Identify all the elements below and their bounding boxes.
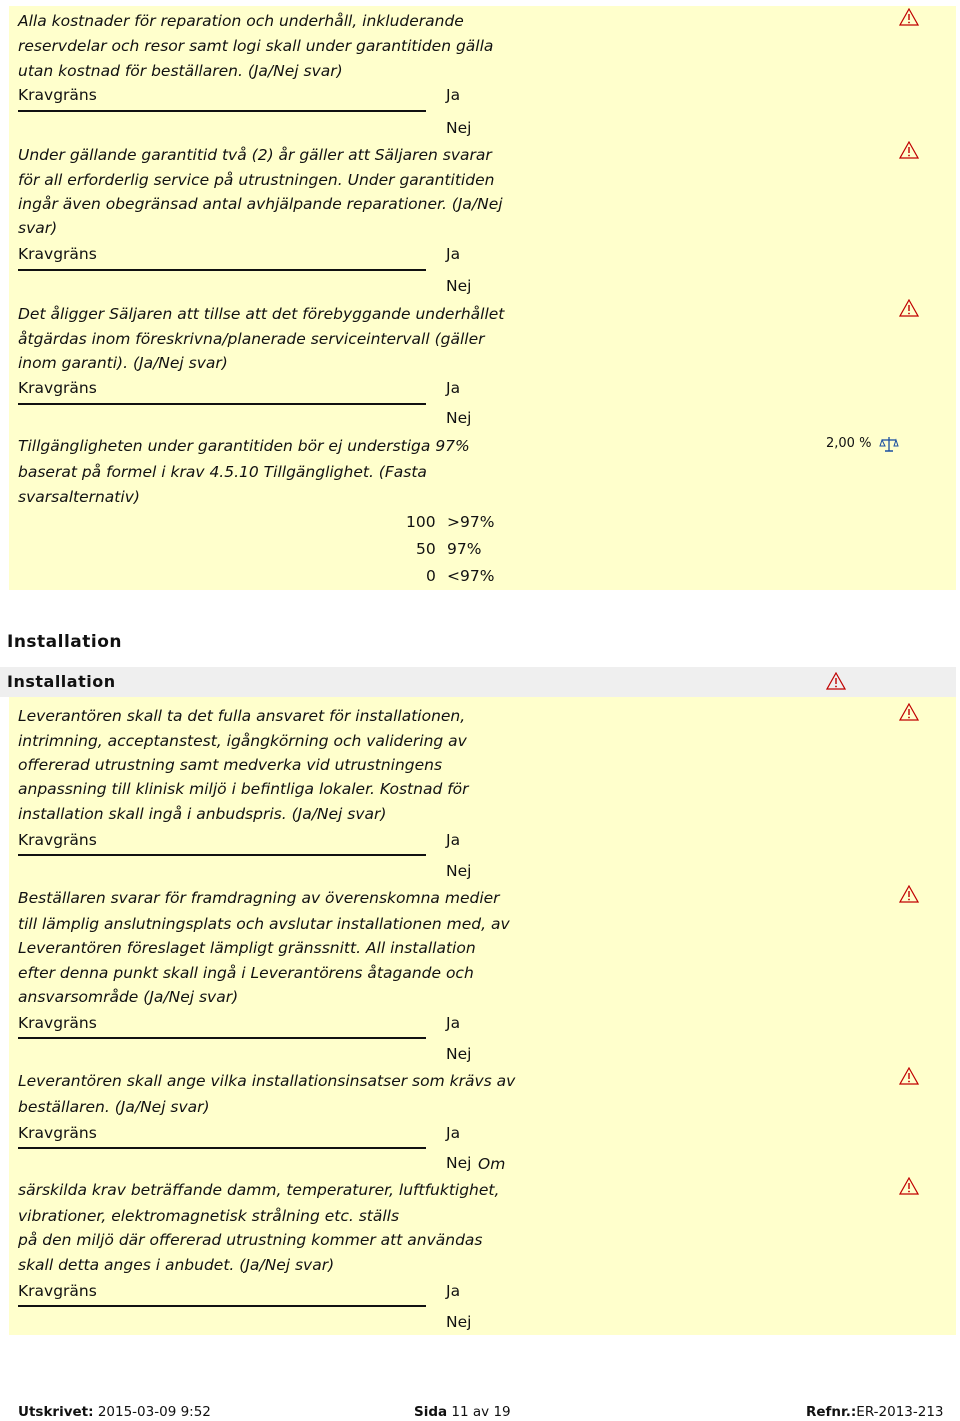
kravgrans-label: Kravgräns	[18, 1014, 97, 1032]
requirement-text: utan kostnad för beställaren. (Ja/Nej svar)	[18, 62, 343, 80]
requirement-text: anpassning till klinisk miljö i befintliga lokaler. Kostnad för	[18, 780, 469, 798]
answer-ja[interactable]: Ja	[446, 245, 461, 263]
answer-ja[interactable]: Ja	[446, 1124, 461, 1142]
divider	[18, 1037, 426, 1039]
footer-ref	[806, 1404, 944, 1420]
requirement-text: Det åligger Säljaren att tillse att det förebyggande underhållet	[18, 305, 505, 323]
requirement-text: beställaren. (Ja/Nej svar)	[18, 1098, 210, 1116]
weight-score: 2,00 %	[826, 436, 872, 451]
footer-ref-value: ER-2013-213	[856, 1404, 944, 1420]
footer-page-label: Sida	[414, 1404, 448, 1420]
answer-nej[interactable]: Nej	[446, 119, 472, 137]
requirement-text: inom garanti). (Ja/Nej svar)	[18, 354, 228, 372]
option-label[interactable]: 97%	[447, 540, 482, 558]
requirements-block-warranty	[9, 6, 956, 590]
requirement-text: vibrationer, elektromagnetisk strålning etc. ställs	[18, 1207, 400, 1225]
section-title: Installation	[7, 632, 123, 652]
answer-ja[interactable]: Ja	[446, 86, 461, 104]
option-points: 0	[426, 567, 436, 585]
requirement-text: ansvarsområde (Ja/Nej svar)	[18, 988, 239, 1006]
warning-icon	[899, 1067, 919, 1085]
footer-page	[414, 1404, 511, 1420]
requirement-text: intrimning, acceptanstest, igångkörning och validering av	[18, 732, 467, 750]
kravgrans-label: Kravgräns	[18, 831, 97, 849]
requirement-text: offererad utrustning samt medverka vid utrustningens	[18, 756, 443, 774]
requirement-text: Om	[478, 1155, 506, 1173]
answer-ja[interactable]: Ja	[446, 1282, 461, 1300]
warning-icon	[899, 1177, 919, 1195]
divider	[18, 403, 426, 405]
kravgrans-label: Kravgräns	[18, 86, 97, 104]
requirement-text: till lämplig anslutningsplats och avslutar installationen med, av	[18, 915, 510, 933]
footer-printed-value: 2015-03-09 9:52	[97, 1404, 211, 1420]
answer-nej[interactable]: Nej	[446, 862, 472, 880]
section-subheader	[0, 667, 956, 697]
kravgrans-label: Kravgräns	[18, 379, 97, 397]
requirement-text: åtgärdas inom föreskrivna/planerade serviceintervall (gäller	[18, 330, 485, 348]
divider	[18, 110, 426, 112]
requirement-text: Alla kostnader för reparation och underhåll, inkluderande	[18, 12, 464, 30]
divider	[18, 269, 426, 271]
option-points: 100	[406, 513, 436, 531]
footer-ref-label: Refnr.:	[806, 1404, 857, 1420]
option-label[interactable]: >97%	[447, 513, 495, 531]
answer-ja[interactable]: Ja	[446, 379, 461, 397]
kravgrans-label: Kravgräns	[18, 1282, 97, 1300]
warning-icon	[826, 672, 846, 690]
option-points: 50	[416, 540, 436, 558]
requirement-text: baserat på formel i krav 4.5.10 Tillgänglighet. (Fasta	[18, 463, 427, 481]
answer-nej[interactable]: Nej	[446, 1045, 472, 1063]
option-label[interactable]: <97%	[447, 567, 495, 585]
answer-nej[interactable]: Nej	[446, 277, 472, 295]
divider	[18, 854, 426, 856]
requirement-text: Beställaren svarar för framdragning av överenskomna medier	[18, 889, 500, 907]
requirement-text: ingår även obegränsad antal avhjälpande reparationer. (Ja/Nej	[18, 195, 503, 213]
requirement-text: svarsalternativ)	[18, 488, 140, 506]
answer-ja[interactable]: Ja	[446, 1014, 461, 1032]
footer-printed	[18, 1404, 211, 1420]
requirement-text: särskilda krav beträffande damm, temperaturer, luftfuktighet,	[18, 1181, 500, 1199]
requirement-text: för all erforderlig service på utrustningen. Under garantitiden	[18, 171, 495, 189]
requirement-text: Under gällande garantitid två (2) år gäller att Säljaren svarar	[18, 146, 492, 164]
scale-icon	[879, 434, 899, 454]
requirement-text: Leverantören skall ta det fulla ansvaret för installationen,	[18, 707, 466, 725]
answer-nej[interactable]: Nej	[446, 409, 472, 427]
requirement-text: på den miljö där offererad utrustning kommer att användas	[18, 1231, 483, 1249]
requirement-text: installation skall ingå i anbudspris. (Ja/Nej svar)	[18, 805, 387, 823]
footer-page-value: 11 av 19	[451, 1404, 511, 1420]
requirement-text: Tillgängligheten under garantitiden bör ej understiga 97%	[18, 437, 470, 455]
answer-nej[interactable]: Nej	[446, 1313, 472, 1331]
requirement-text: reservdelar och resor samt logi skall under garantitiden gälla	[18, 37, 494, 55]
requirement-text: svar)	[18, 219, 58, 237]
requirement-text: skall detta anges i anbudet. (Ja/Nej svar)	[18, 1256, 335, 1274]
section-subtitle: Installation	[7, 672, 116, 691]
answer-nej[interactable]: Nej	[446, 1154, 472, 1172]
kravgrans-label: Kravgräns	[18, 245, 97, 263]
divider	[18, 1147, 426, 1149]
requirement-text: Leverantören föreslaget lämpligt gränssnitt. All installation	[18, 939, 476, 957]
answer-ja[interactable]: Ja	[446, 831, 461, 849]
divider	[18, 1305, 426, 1307]
warning-icon	[899, 885, 919, 903]
warning-icon	[899, 8, 919, 26]
requirement-text: efter denna punkt skall ingå i Leverantörens åtagande och	[18, 964, 474, 982]
warning-icon	[899, 141, 919, 159]
footer-printed-label: Utskrivet:	[18, 1404, 94, 1420]
kravgrans-label: Kravgräns	[18, 1124, 97, 1142]
requirement-text: Leverantören skall ange vilka installationsinsatser som krävs av	[18, 1072, 516, 1090]
warning-icon	[899, 703, 919, 721]
warning-icon	[899, 299, 919, 317]
